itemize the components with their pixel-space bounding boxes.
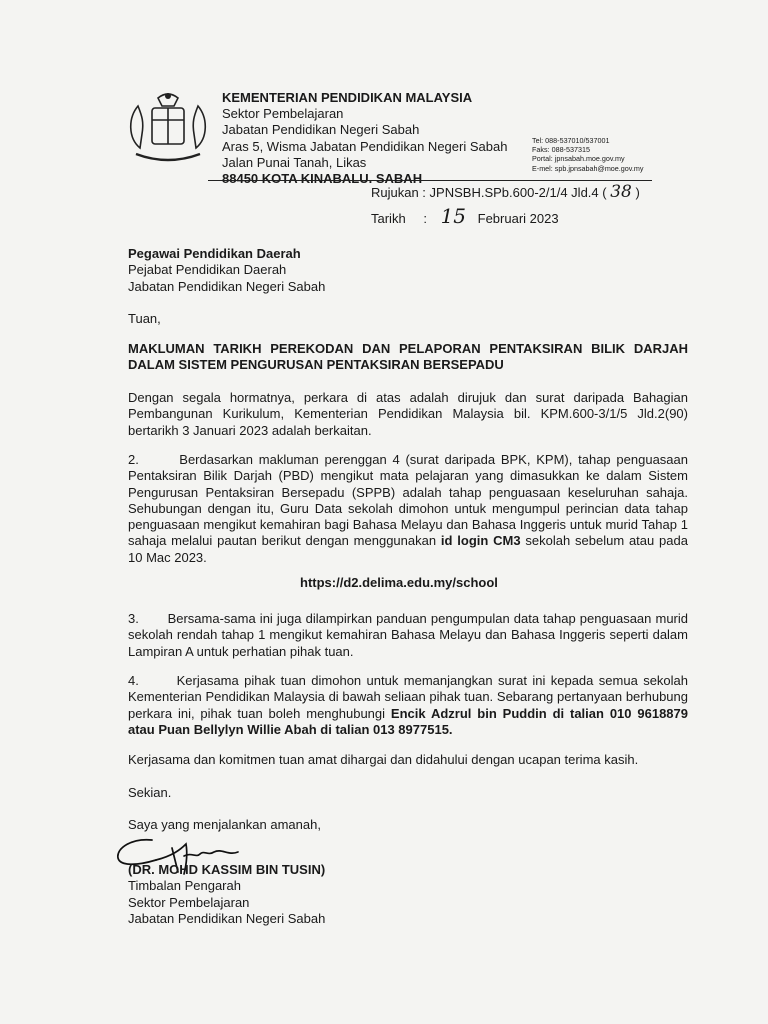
subject-heading: MAKLUMAN TARIKH PEREKODAN DAN PELAPORAN PENTAKSIRAN BILIK DARJAH DALAM SISTEM PENGURUSAN PENTAKSIRAN BERSEPADU <box>128 341 688 373</box>
paragraph-2-text: 2. Berdasarkan makluman perenggan 4 (surat daripada BPK, KPM), tahap penguasaan Pentaksiran Bilik Darjah (PBD) mengikut mata pelajaran yang dimasukkan ke dalam Sistem Pengurusan Pentaksiran Bersepadu (SPPB) adalah tahap penguasaan keseluruhan sahaja. Sehubungan dengan itu, Guru Data sekolah dimohon untuk mengumpul perincian data tahap penguasaan mengikut kemahiran bagi Bahasa Melayu dan Bahasa Inggeris untuk murid Tahap 1 sahaja melalui pautan berikut dengan menggunakan <box>128 452 688 549</box>
address-line-2: Jalan Punai Tanah, Likas <box>222 154 367 170</box>
address-line-1: Aras 5, Wisma Jabatan Pendidikan Negeri Sabah <box>222 138 508 154</box>
reference-label: Rujukan : <box>371 185 426 200</box>
intro-paragraph: Dengan segala hormatnya, perkara di atas adalah dirujuk dan surat daripada Bahagian Pembangunan Kurikulum, Kementerian Pendidikan Malaysia bil. KPM.600-3/1/5 Jld.2(90) bertarikh 3 Januari 2023 adalah berkaitan. <box>128 390 688 438</box>
paragraph-4-bold: Encik Adzrul bin Puddin di talian 010 9618879 atau Puan Bellylyn Willie Abah di talian 013 8977515. <box>128 705 688 737</box>
date-handwritten-day: 15 <box>440 204 467 228</box>
recipient-block <box>128 246 688 295</box>
recipient-line-2: Jabatan Pendidikan Negeri Sabah <box>128 278 326 294</box>
paragraph-3: 3. Bersama-sama ini juga dilampirkan panduan pengumpulan data tahap penguasaan murid sekolah rendah tahap 1 mengikut kemahiran Bahasa Melayu dan Bahasa Inggeris seperti dalam Lampiran A untuk perhatian pihak tuan. <box>128 611 688 659</box>
paragraph-2-tail: sekolah sebelum atau pada 10 Mac 2023. <box>128 533 688 565</box>
contact-tel: Tel: 088-537010/537001 <box>532 136 610 145</box>
signatory-sector: Sektor Pembelajaran <box>128 894 250 910</box>
paragraph-2-bold: id login CM3 <box>440 533 521 549</box>
signatory-block <box>128 862 688 927</box>
reference-close: ) <box>635 185 640 200</box>
ministry-name: KEMENTERIAN PENDIDIKAN MALAYSIA <box>222 90 473 105</box>
reference-value: JPNSBH.SPb.600-2/1/4 Jld.4 ( <box>429 185 607 200</box>
reference-line <box>371 182 640 202</box>
contact-fax: Faks: 088-537315 <box>532 145 590 155</box>
paragraph-4 <box>128 673 688 738</box>
date-value: Februari 2023 <box>477 211 559 226</box>
signatory-department: Jabatan Pendidikan Negeri Sabah <box>128 910 326 926</box>
signatory-position: Timbalan Pengarah <box>128 878 241 894</box>
header-rule <box>208 180 652 181</box>
signatory-name: (DR. MOHD KASSIM BIN TUSIN) <box>128 862 326 877</box>
recipient-title: Pegawai Pendidikan Daerah <box>128 246 301 261</box>
salutation: Tuan, <box>128 311 161 326</box>
letterhead <box>222 90 507 187</box>
contact-email: E-mel: spb.jpnsabah@moe.gov.my <box>532 163 644 173</box>
contact-portal: Portal: jpnsabah.moe.gov.my <box>532 154 625 164</box>
paragraph-4-text: 4. Kerjasama pihak tuan dimohon untuk memanjangkan surat ini kepada semua sekolah Kementerian Pendidikan Malaysia di bawah seliaan pihak tuan. Sebarang pertanyaan berhubung perkara ini, pihak tuan boleh menghubungi <box>128 673 688 721</box>
sector-name: Sektor Pembelajaran <box>222 106 344 122</box>
paragraph-2 <box>128 452 688 566</box>
recipient-line-1: Pejabat Pendidikan Daerah <box>128 262 287 278</box>
sign-off: Saya yang menjalankan amanah, <box>128 817 321 832</box>
national-crest-icon <box>122 88 214 170</box>
address-line-3: 88450 KOTA KINABALU. SABAH <box>222 171 423 187</box>
thanks-paragraph: Kerjasama dan komitmen tuan amat dihargai dan didahului dengan ucapan terima kasih. <box>128 752 639 767</box>
school-link[interactable]: https://d2.delima.edu.my/school <box>300 575 498 590</box>
contact-block <box>532 136 643 173</box>
date-colon: : <box>423 211 427 226</box>
reference-handwritten: 38 <box>610 182 632 202</box>
department-name: Jabatan Pendidikan Negeri Sabah <box>222 122 420 138</box>
closing: Sekian. <box>128 785 172 800</box>
date-label: Tarikh <box>371 211 406 226</box>
date-line <box>371 204 559 228</box>
